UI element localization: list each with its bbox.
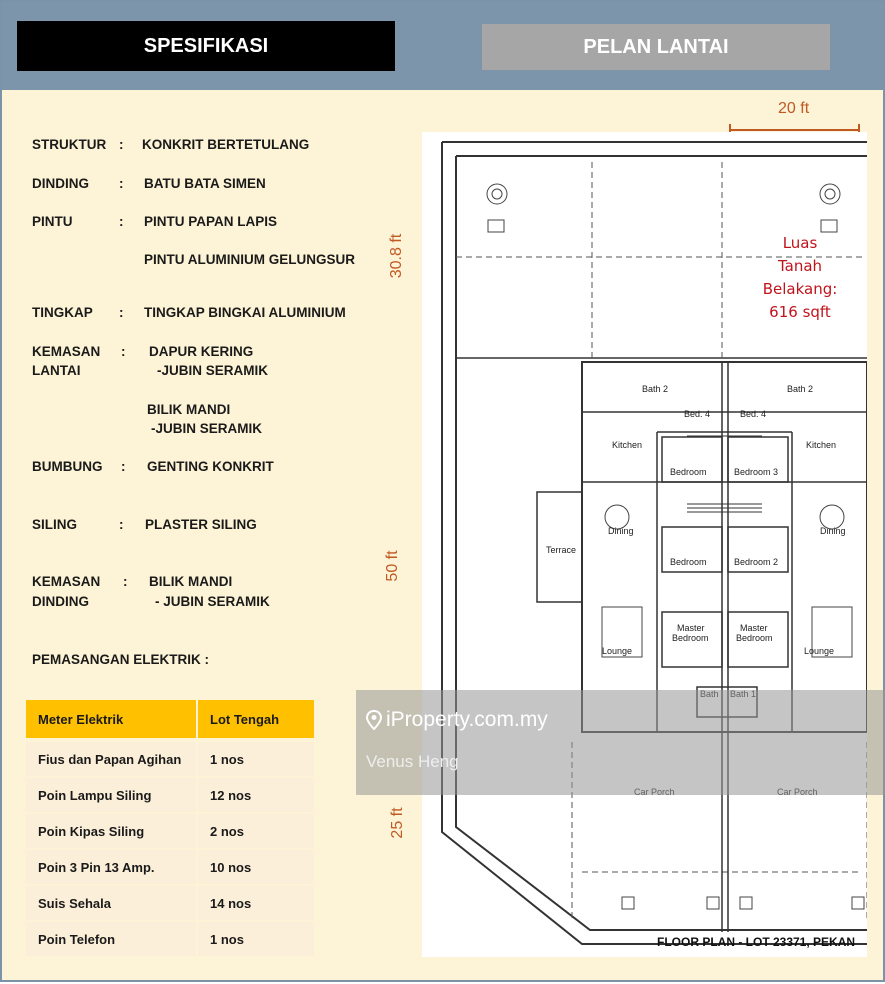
spec-colon: : [119, 305, 124, 320]
room-label: Bedroom [670, 467, 707, 477]
spec-colon: : [119, 137, 124, 152]
spec-value-pintu-1: PINTU PAPAN LAPIS [144, 214, 278, 229]
room-label: Bedroom 3 [734, 467, 779, 477]
room-label: Master [740, 623, 768, 633]
dim-width-label: 20 ft [778, 100, 810, 117]
room-label: Terrace [546, 545, 577, 555]
spec-label-kemasan-dinding-1: KEMASAN [32, 574, 101, 589]
watermark-logo [366, 708, 548, 732]
spec-label-kemasan-lantai-1: KEMASAN [32, 344, 101, 359]
room-label: Bedroom [736, 633, 773, 643]
land-area-note [740, 232, 860, 324]
spec-label-kemasan-lantai-2: LANTAI [32, 363, 81, 378]
watermark-overlay [356, 690, 885, 795]
table-header-cell: Lot Tengah [198, 700, 314, 738]
table-cell-item: Poin Kipas Siling [26, 814, 198, 848]
watermark-agent: Venus Heng [366, 752, 459, 771]
table-cell-item: Poin Telefon [26, 922, 198, 956]
dim-rear-label: 30.8 ft [388, 233, 405, 279]
tab-spesifikasi[interactable]: SPESIFIKASI [17, 21, 395, 71]
table-cell-qty: 1 nos [198, 922, 314, 956]
watermark-site: iProperty.com.my [386, 708, 548, 731]
table-cell-qty: 1 nos [198, 742, 314, 776]
spec-colon: : [123, 574, 128, 589]
spec-colon: : [121, 459, 126, 474]
spec-colon: : [121, 344, 126, 359]
land-area-line: 616 sqft [769, 303, 831, 321]
spec-label-pintu: PINTU [32, 214, 73, 229]
tab-pelan-lantai[interactable]: PELAN LANTAI [482, 24, 830, 70]
land-area-line: Belakang: [762, 280, 838, 298]
room-label: Dining [608, 526, 634, 536]
spec-label-kemasan-dinding-2: DINDING [32, 594, 89, 609]
room-label: Bedroom 2 [734, 557, 779, 567]
floor-plan [422, 132, 867, 957]
spec-label-tingkap: TINGKAP [32, 305, 93, 320]
table-cell-item: Poin 3 Pin 13 Amp. [26, 850, 198, 884]
spec-value-siling: PLASTER SILING [145, 517, 257, 532]
room-label: Master [677, 623, 705, 633]
room-label: Kitchen [806, 440, 837, 450]
room-label: Bed. 4 [684, 409, 711, 419]
land-area-line: Tanah [777, 257, 823, 275]
room-label: Bath 2 [787, 384, 814, 394]
room-label: Kitchen [612, 440, 643, 450]
spec-value-pintu-2: PINTU ALUMINIUM GELUNGSUR [144, 252, 355, 267]
spec-label-bumbung: BUMBUNG [32, 459, 103, 474]
spec-value-tingkap: TINGKAP BINGKAI ALUMINIUM [144, 305, 346, 320]
dim-house-label: 50 ft [384, 550, 401, 582]
room-label: Lounge [804, 646, 835, 656]
spec-value-kemasan-lantai-4: -JUBIN SERAMIK [151, 421, 263, 436]
spec-value-kemasan-lantai-1: DAPUR KERING [149, 344, 254, 359]
plan-caption: FLOOR PLAN - LOT 23371, PEKAN [657, 935, 856, 949]
spec-value-bumbung: GENTING KONKRIT [147, 459, 274, 474]
table-cell-item: Suis Sehala [26, 886, 198, 920]
table-cell-item: Fius dan Papan Agihan [26, 742, 198, 776]
room-label: Bath 2 [642, 384, 669, 394]
spec-value-kemasan-dinding-2: - JUBIN SERAMIK [155, 594, 270, 609]
table-cell-qty: 14 nos [198, 886, 314, 920]
spec-value-dinding: BATU BATA SIMEN [144, 176, 266, 191]
spec-colon: : [119, 176, 124, 191]
spec-label-dinding: DINDING [32, 176, 89, 191]
table-header-cell: Meter Elektrik [26, 700, 198, 738]
room-label: Lounge [602, 646, 633, 656]
spec-label-siling: SILING [32, 517, 78, 532]
land-area-line: Luas [782, 234, 818, 252]
spec-value-kemasan-lantai-2: -JUBIN SERAMIK [157, 363, 269, 378]
spec-label-elektrik: PEMASANGAN ELEKTRIK : [32, 652, 210, 667]
room-label: Bedroom [672, 633, 709, 643]
spec-label-struktur: STRUKTUR [32, 137, 107, 152]
room-label: Dining [820, 526, 846, 536]
dim-front-label: 25 ft [389, 807, 406, 839]
spec-value-kemasan-lantai-3: BILIK MANDI [147, 402, 231, 417]
room-label: Bedroom [670, 557, 707, 567]
spec-value-struktur: KONKRIT BERTETULANG [142, 137, 310, 152]
spec-colon: : [119, 214, 124, 229]
table-cell-qty: 12 nos [198, 778, 314, 812]
table-cell-qty: 2 nos [198, 814, 314, 848]
table-cell-qty: 10 nos [198, 850, 314, 884]
location-pin-icon [366, 710, 382, 730]
room-label: Bed. 4 [740, 409, 767, 419]
table-cell-item: Poin Lampu Siling [26, 778, 198, 812]
spec-colon: : [119, 517, 124, 532]
spec-value-kemasan-dinding-1: BILIK MANDI [149, 574, 233, 589]
